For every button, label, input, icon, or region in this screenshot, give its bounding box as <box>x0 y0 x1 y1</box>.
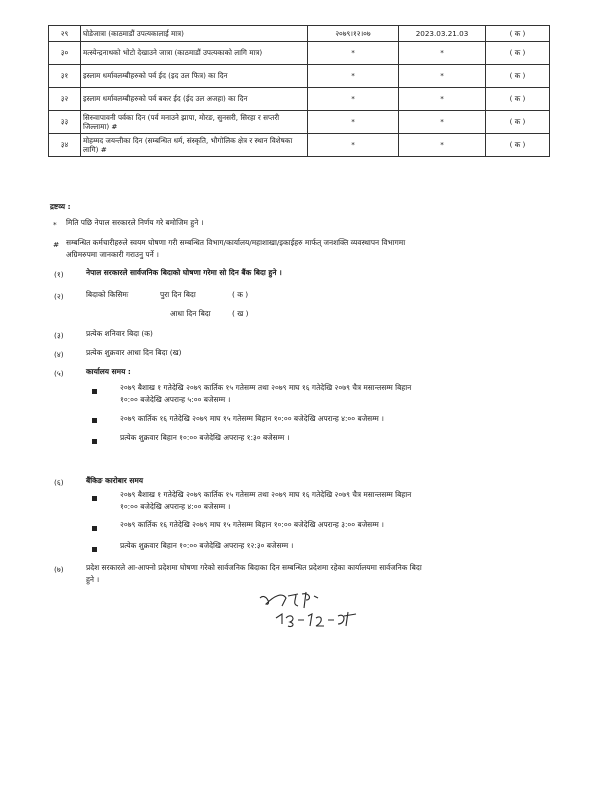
item-4-text: प्रत्येक शुक्रवार आधा दिन बिदा (ख) <box>86 348 182 357</box>
description-cell: मोहम्मद जयन्तीका दिन (सम्बन्धित धर्म, संस्कृति, भौगोलिक क्षेत्र र स्थान विशेषका लागि) # <box>81 134 308 157</box>
serial-number-cell: २९ <box>49 26 81 42</box>
hash-note-line2: अग्रिमरुपमा जानकारी गराउनु पर्ने । <box>66 250 159 259</box>
office-bullet-2 <box>92 418 97 423</box>
date-ad-cell: 2023.03.21.03 <box>399 26 486 42</box>
item-2-label: बिदाको किसिमः <box>86 290 129 299</box>
office-bullet-1 <box>92 389 97 394</box>
holiday-table <box>48 25 550 157</box>
hash-note-line1: सम्बन्धित कर्मचारीहरुले स्वयम घोषणा गरी सम्बन्धित विभाग/कार्यालय/महाशाखा/इकाईहरु मार्फत् जनशक्ति व्यवस्थापन विभागमा <box>66 238 406 247</box>
bank-time-2: २०७९ कार्तिक १६ गतेदेखि २०७९ माघ १५ गतेसम्म बिहान १०:०० बजेदेखि अपरान्ह ३:०० बजेसम्म । <box>120 520 384 529</box>
item-7-line1: प्रदेश सरकारले आ-आफ्नो प्रदेशमा घोषणा गरेको सार्वजनिक बिदाका दिन सम्बन्धित प्रदेशमा रहेका कार्यालयमा सार्वजनिक बिदा <box>86 563 422 572</box>
holiday-type-cell: ( क ) <box>486 134 550 157</box>
date-ad-cell: * <box>399 111 486 134</box>
item-1-number: (१) <box>54 270 64 279</box>
date-ad-cell: * <box>399 88 486 111</box>
holiday-type-cell: ( क ) <box>486 65 550 88</box>
date-bs-cell: २०७९।१२।०७ <box>308 26 399 42</box>
hash-mark: # <box>53 240 60 249</box>
office-time-3: प्रत्येक शुक्रवार बिहान १०:०० बजेदेखि अपरान्ह १:३० बजेसम्म । <box>120 433 290 442</box>
bank-time-1-line1: २०७९ बैशाख १ गतेदेखि २०७९ कार्तिक १५ गतेसम्म तथा २०७९ माघ १६ गतेदेखि २०७९ चैत्र मसान्तसम्म बिहान <box>120 490 412 499</box>
table-row <box>49 111 550 134</box>
bank-time-1-line2: १०:०० बजेदेखि अपरान्ह ४:०० बजेसम्म । <box>120 502 231 511</box>
notes-heading: द्रष्टव्य : <box>50 202 71 211</box>
office-time-1-line2: १०:०० बजेदेखि अपरान्ह ५:०० बजेसम्म । <box>120 395 231 404</box>
serial-number-cell: ३० <box>49 42 81 65</box>
bank-bullet-2 <box>92 526 97 531</box>
table-row <box>49 88 550 111</box>
table-row <box>49 134 550 157</box>
date-ad-cell: * <box>399 134 486 157</box>
item-1-text: नेपाल सरकारले सार्वजनिक बिदाको घोषणा गरेमा सो दिन बैंक बिदा हुने । <box>86 268 282 277</box>
item-7-line2: हुने । <box>86 575 100 584</box>
item-3-number: (३) <box>54 331 64 340</box>
description-cell: घोडेजात्रा (काठमाडौं उपत्यकालाई मात्र) <box>81 26 308 42</box>
item-5-number: (५) <box>54 369 64 378</box>
holiday-type-cell: ( क ) <box>486 26 550 42</box>
serial-number-cell: ३४ <box>49 134 81 157</box>
full-day-label: पुरा दिन बिदा <box>160 290 196 299</box>
bank-bullet-1 <box>92 496 97 501</box>
date-bs-cell: * <box>308 42 399 65</box>
item-6-number: (६) <box>54 478 64 487</box>
description-cell: सिरुवापावनी पर्वका दिन (पर्व मनाउने झापा, मोरङ, सुनसरी, सिरहा र सप्तरी जिल्लामा) # <box>81 111 308 134</box>
half-day-code: ( ख ) <box>232 309 249 318</box>
serial-number-cell: ३२ <box>49 88 81 111</box>
office-time-1-line1: २०७९ बैशाख १ गतेदेखि २०७९ कार्तिक १५ गतेसम्म तथा २०७९ माघ १६ गतेदेखि २०७९ चैत्र मसान्तसम्म बिहान <box>120 383 412 392</box>
date-ad-cell: * <box>399 42 486 65</box>
table-row <box>49 26 550 42</box>
bank-time-3: प्रत्येक शुक्रवार बिहान १०:०० बजेदेखि अपरान्ह १२:३० बजेसम्म । <box>120 541 294 550</box>
table-row <box>49 42 550 65</box>
full-day-code: ( क ) <box>232 290 249 299</box>
holiday-type-cell: ( क ) <box>486 42 550 65</box>
date-bs-cell: * <box>308 134 399 157</box>
office-time-2: २०७९ कार्तिक १६ गतेदेखि २०७९ माघ १५ गतेसम्म बिहान १०:०० बजेदेखि अपरान्ह ४:०० बजेसम्म । <box>120 414 384 423</box>
half-day-label: आधा दिन बिदा <box>170 309 211 318</box>
date-bs-cell: * <box>308 65 399 88</box>
bank-bullet-3 <box>92 547 97 552</box>
handwritten-signature <box>252 588 372 632</box>
date-bs-cell: * <box>308 111 399 134</box>
description-cell: इस्लाम धर्मावलम्बीहरुको पर्व ईद (इद उल फित्र) का दिन <box>81 65 308 88</box>
date-ad-cell: * <box>399 65 486 88</box>
item-2-number: (२) <box>54 292 64 301</box>
office-bullet-3 <box>92 439 97 444</box>
item-7-number: (७) <box>54 565 64 574</box>
date-bs-cell: * <box>308 88 399 111</box>
item-6-text: बैंकिङ कारोबार समय <box>86 476 144 485</box>
item-3-text: प्रत्येक शनिवार बिदा (क) <box>86 329 153 338</box>
holiday-type-cell: ( क ) <box>486 88 550 111</box>
table-row <box>49 65 550 88</box>
item-5-text: कार्यालय समय : <box>86 367 131 376</box>
star-mark: * <box>53 220 57 229</box>
holiday-type-cell: ( क ) <box>486 111 550 134</box>
serial-number-cell: ३१ <box>49 65 81 88</box>
description-cell: मत्स्येन्द्रनाथको भोटो देखाउने जात्रा (काठमाडौं उपत्यकाको लागि मात्र) <box>81 42 308 65</box>
star-note: मिति पछि नेपाल सरकारले निर्णय गरे बमोजिम हुने । <box>66 218 204 227</box>
serial-number-cell: ३३ <box>49 111 81 134</box>
item-4-number: (४) <box>54 350 64 359</box>
description-cell: इस्लाम धर्मावलम्बीहरुको पर्व बकर ईद (ईद उल अजहा) का दिन <box>81 88 308 111</box>
